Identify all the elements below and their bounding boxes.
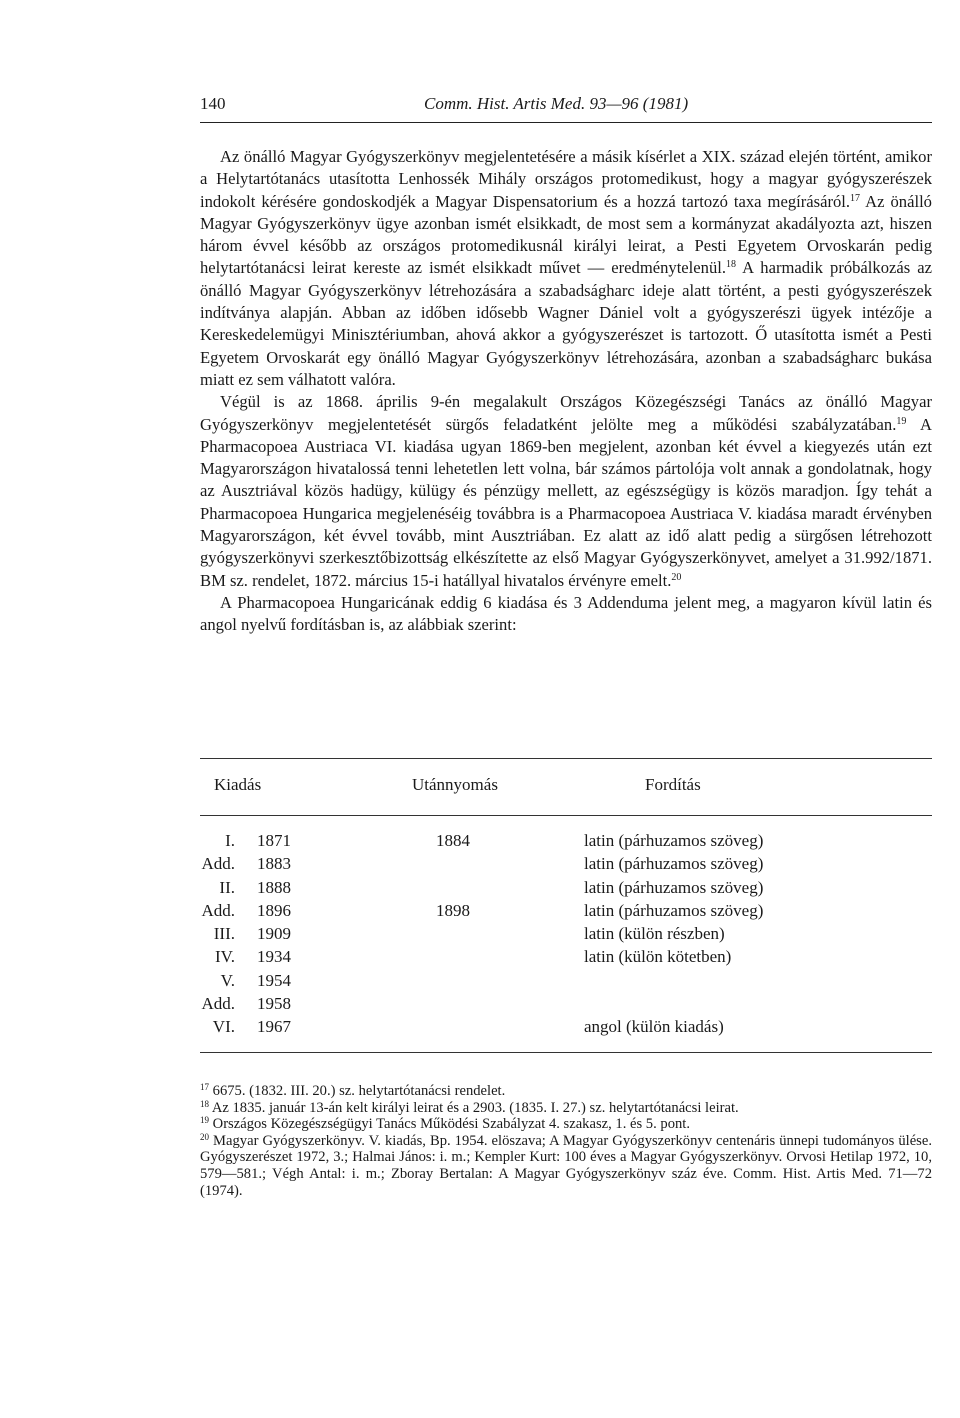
table-header-translation: Fordítás (645, 775, 701, 794)
table-row (0, 1017, 960, 1040)
translation-cell: latin (külön kötetben) (584, 947, 732, 967)
year-cell: 1934 (257, 947, 291, 967)
footnote-number: 20 (200, 1131, 209, 1142)
paragraph-1-text-c: A harmadik próbálkozás az önálló Magyar Gyógyszerkönyv létrehozására a szabadságharc ideje alatt történt, a pesti gyógyszerészek indítványa alapján. Abban az időben idősebb Wagner Dániel volt a gyógyszerészi ügyek intézője a Kereskedelemügyi Minisztériumban, ahová akkor a gyógyszerészet is tartozott. Ő utasította ismét a Pesti Egyetem Orvoskarát egy önálló Magyar Gyógyszerkönyv létrehozására, azonban a szabadságharc bukása miatt ez sem válhatott valóra. (200, 258, 932, 389)
table-row (0, 994, 960, 1017)
paragraph-3-text: A Pharmacopoea Hungaricának eddig 6 kiadása és 3 Addenduma jelent meg, a magyaron kívül latin és angol nyelvű fordításban is, az alábbiak szerint: (200, 592, 932, 635)
edition-cell: V. (220, 970, 235, 990)
footnote-number: 19 (200, 1115, 209, 1126)
edition-cell: Add. (201, 854, 235, 874)
year-cell: 1954 (257, 970, 291, 990)
paragraph-1-text-a: Az önálló Magyar Gyógyszerkönyv megjelentetésére a másik kísérlet a XIX. század elején történt, amikor a Helytartótanács utasította Lenhossék Mihály országos protomedikust, hogy a magyar gyógyszerészek indokolt kérésére gondoskodjék a Magyar Dispensatorium és a hozzá tartozó taxa megírásáról. (200, 147, 932, 211)
paragraph-1 (200, 146, 932, 391)
table-row (0, 947, 960, 970)
paragraph-3 (200, 592, 932, 637)
footnote-ref-18: 18 (726, 259, 737, 271)
table-row (0, 878, 960, 901)
table-header-edition: Kiadás (214, 775, 262, 794)
edition-cell: VI. (212, 1017, 235, 1037)
reprint-cell: 1898 (436, 900, 470, 920)
footnotes (200, 1083, 932, 1199)
journal-citation: Comm. Hist. Artis Med. 93—96 (1981) (424, 94, 689, 113)
edition-table-body (0, 831, 960, 1041)
paragraph-2-text-a: Végül is az 1868. április 9-én megalakult Országos Közegészségi Tanács az önálló Magyar Gyógyszerkönyv megjelentetését sürgős feladatként jelölte meg a működési szabályzatában. (200, 392, 932, 434)
reprint-cell: 1884 (436, 831, 470, 850)
table-header-reprint: Utánnyomás (412, 775, 498, 794)
year-cell: 1871 (257, 831, 291, 850)
year-cell: 1888 (257, 877, 291, 897)
year-cell: 1883 (257, 854, 291, 874)
footnote-17 (200, 1083, 932, 1100)
translation-cell: latin (párhuzamos szöveg) (584, 854, 764, 874)
footnote-ref-20: 20 (671, 571, 682, 583)
body-text (200, 146, 932, 637)
footnote-ref-17: 17 (850, 192, 861, 204)
paragraph-2 (200, 391, 932, 592)
footnote-20 (200, 1133, 932, 1199)
translation-cell: latin (külön részben) (584, 924, 725, 944)
footnote-text: 6675. (1832. III. 20.) sz. helytartótanácsi rendelet. (212, 1083, 506, 1099)
table-rule-top (200, 758, 932, 759)
footnote-18 (200, 1100, 932, 1117)
footnote-text: Az 1835. január 13-án kelt királyi leirat és a 2903. (1835. I. 27.) sz. helytartótanácsi leirat. (211, 1099, 739, 1116)
translation-cell: latin (párhuzamos szöveg) (584, 877, 764, 897)
header-rule (200, 122, 932, 123)
translation-cell: angol (külön kiadás) (584, 1017, 724, 1037)
year-cell: 1909 (257, 924, 291, 944)
footnote-text: Magyar Gyógyszerkönyv. V. kiadás, Bp. 1954. elöszava; A Magyar Gyógyszerkönyv centenáris ünnepi tudományos ülése. Gyógyszerészet 1972, 3.; Halmai János: i. m.; Kempler Kurt: 100 éves a Magyar Gyógyszerkönyv. Orvosi Hetilap 1972, 10, 579—581.; Végh Antal: i. m.; Zboray Bertalan: A Magyar Gyógyszerkönyv száz éve. Comm. Hist. Artis Med. 71—72 (1974). (200, 1132, 932, 1199)
edition-cell: I. (225, 831, 235, 850)
table-row (0, 971, 960, 994)
footnote-number: 17 (200, 1082, 209, 1092)
table-row (0, 901, 960, 924)
footnote-number: 18 (200, 1098, 209, 1109)
translation-cell: latin (párhuzamos szöveg) (584, 831, 764, 850)
year-cell: 1896 (257, 900, 291, 920)
table-row (0, 854, 960, 877)
footnote-ref-19: 19 (896, 415, 907, 427)
table-row (0, 831, 960, 854)
edition-cell: II. (219, 877, 235, 897)
edition-cell: IV. (215, 947, 235, 967)
page-header (200, 92, 932, 120)
paragraph-2-text-b: A Pharmacopoea Austriaca VI. kiadása ugyan 1869-ben megjelent, azonban két évvel a kiegyezés után ezt Magyarországon hivatalossá tenni lehetetlen lett volna, bár számos pártolója volt annak a gondolatnak, hogy az Ausztriával közös hadügy, külügy és pénzügy mellett, az egészségügy is közös maradjon. Így tehát a Pharmacopoea Hungarica megjelenéséig továbbra is a Pharmacopoea Austriaca V. kiadása maradt érvényben Magyarországon, két évvel tovább, mint Ausztriában. Ez alatt az idő alatt pedig a sürgősen létrehozott gyógyszerkönyvi szerkesztőbizottság elkészítette az első Magyar Gyógyszerkönyvet, amelyet a 31.992/1871. BM sz. rendelet, 1872. március 15-i hatállyal hivatalos érvényre emelt. (200, 414, 932, 590)
edition-cell: Add. (201, 900, 235, 920)
footnote-text: Országos Közegészségügyi Tanács Működési Szabályzat 4. szakasz, 1. és 5. pont. (212, 1116, 690, 1133)
paragraph-1-text-b: Az önálló Magyar Gyógyszerkönyv ügye azonban ismét elsikkadt, de most sem a kormányzat akadályozta azt, hiszen három évvel később az országos protomedikusnál királyi leirat, a Pesti Egyetem Orvoskarán pedig helytartótanácsi leirat kereste az ismét elsikkadt művet — eredménytelenül. (200, 191, 932, 278)
table-rule-middle (200, 815, 932, 816)
table-row (0, 924, 960, 947)
year-cell: 1967 (257, 1017, 291, 1037)
edition-cell: Add. (201, 994, 235, 1014)
table-rule-bottom (200, 1052, 932, 1053)
year-cell: 1958 (257, 994, 291, 1014)
translation-cell: latin (párhuzamos szöveg) (584, 900, 764, 920)
footnote-19 (200, 1116, 932, 1133)
page-number: 140 (200, 94, 226, 113)
edition-cell: III. (213, 924, 235, 944)
